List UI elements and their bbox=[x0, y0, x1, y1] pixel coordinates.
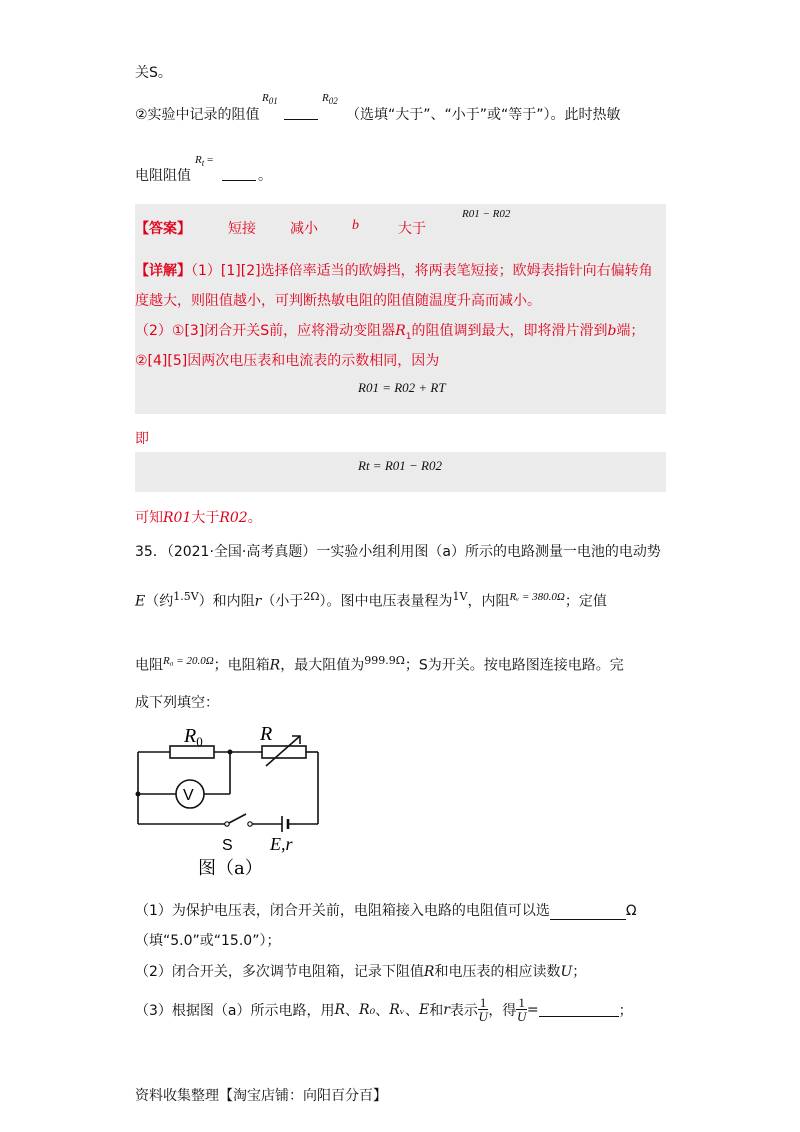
detail-p1a: 【详解】（1）[1][2]选择倍率适当的欧姆挡，将两表笔短接；欧姆表指针向右偏转角 bbox=[135, 263, 653, 279]
fig-r-label: R bbox=[260, 723, 273, 745]
answer-label: 【答案】 bbox=[135, 221, 191, 237]
question-35-line2: E（约$^{1.5V}$）和内阻r（小于$^{2\Omega}$）。图中电压表量程为$^{1V}$，内阻$^{Rᵥ = 380.0\Omega}$；定值 bbox=[135, 590, 607, 610]
fig-caption: 图（a） bbox=[198, 858, 263, 879]
text: 。 bbox=[258, 168, 272, 184]
question-35-line1: 35．（2021·全国·高考真题）一实验小组利用图（a）所示的电路测量一电池的电动势 bbox=[135, 544, 661, 560]
detail-p1b: 度越大，则阻值越小，可判断热敏电阻的阻值随温度升高而减小。 bbox=[135, 293, 541, 309]
answer-blank[interactable] bbox=[539, 1002, 619, 1017]
answer-2: 减小 bbox=[290, 221, 318, 237]
fig-er-label: E,r bbox=[270, 834, 293, 854]
equation-2: Rt = R01 − R02 bbox=[358, 458, 442, 473]
circuit-diagram bbox=[130, 722, 330, 882]
footer: 资料收集整理【淘宝店铺：向阳百分百】 bbox=[135, 1088, 387, 1104]
r0-resistor bbox=[170, 746, 214, 758]
answer-5-formula: R01 − R02 bbox=[462, 208, 511, 220]
rt-symbol: $R_t$ = bbox=[195, 154, 214, 169]
detail-p2b: ②[4][5]因两次电压表和电流表的示数相同，因为 bbox=[135, 353, 440, 369]
fig-v-label: V bbox=[183, 787, 194, 804]
fig-s-label: S bbox=[222, 837, 233, 854]
r01-symbol: $R_{01}$ bbox=[262, 92, 278, 107]
answer-3: b bbox=[352, 218, 359, 233]
r02-symbol: $R_{02}$ bbox=[322, 92, 338, 107]
subq-2: （2）闭合开关，多次调节电阻箱，记录下阻值R和电压表的相应读数U； bbox=[135, 964, 587, 980]
answer-blank[interactable] bbox=[550, 905, 626, 920]
rheostat bbox=[262, 746, 306, 758]
conclusion: 可知R01大于R02。 bbox=[135, 510, 262, 526]
subq-3: （3）根据图（a）所示电路，用 R 、 R₀ 、 Rᵥ 、 E 和 r 表示 $\frac{1}{U}$ ，得 $\frac{1}{U}$ = ； bbox=[135, 995, 633, 1024]
text-line: 关S。 bbox=[135, 65, 172, 81]
text: （选填“大于”、“小于”或“等于”）。此时热敏 bbox=[346, 107, 621, 123]
detail-p2a: （2）①[3]闭合开关S前，应将滑动变阻器$R_1$的阻值调到最大，即将滑片滑到b端； bbox=[135, 323, 645, 342]
fig-r0-label: $R_0$ bbox=[184, 725, 203, 749]
text-line bbox=[135, 104, 260, 124]
fraction-1-over-u: $\frac{1}{U}$ bbox=[516, 995, 527, 1024]
answer-1: 短接 bbox=[228, 221, 256, 237]
subq-1: （1）为保护电压表，闭合开关前，电阻箱接入电路的电阻值可以选 Ω bbox=[135, 903, 637, 919]
question-35-line3: 电阻$^{R_0 = 20.0\Omega}$；电阻箱R，最大阻值为$^{999.9\Omega}$；S为开关。按电路图连接电路。完 bbox=[135, 654, 624, 674]
equation-1: R01 = R02 + RT bbox=[358, 380, 446, 395]
fraction-1-over-u: $\frac{1}{U}$ bbox=[478, 995, 488, 1024]
answer-blank[interactable] bbox=[222, 165, 256, 181]
answer-4: 大于 bbox=[398, 221, 426, 237]
question-35-line4: 成下列填空： bbox=[135, 695, 219, 711]
text: ②实验中记录的阻值 bbox=[135, 107, 260, 123]
answer-blank[interactable] bbox=[284, 104, 318, 120]
ji-text: 即 bbox=[135, 431, 149, 447]
subq-1b: （填“5.0”或“15.0”）； bbox=[135, 933, 281, 949]
text: 电阻阻值 bbox=[135, 168, 191, 184]
